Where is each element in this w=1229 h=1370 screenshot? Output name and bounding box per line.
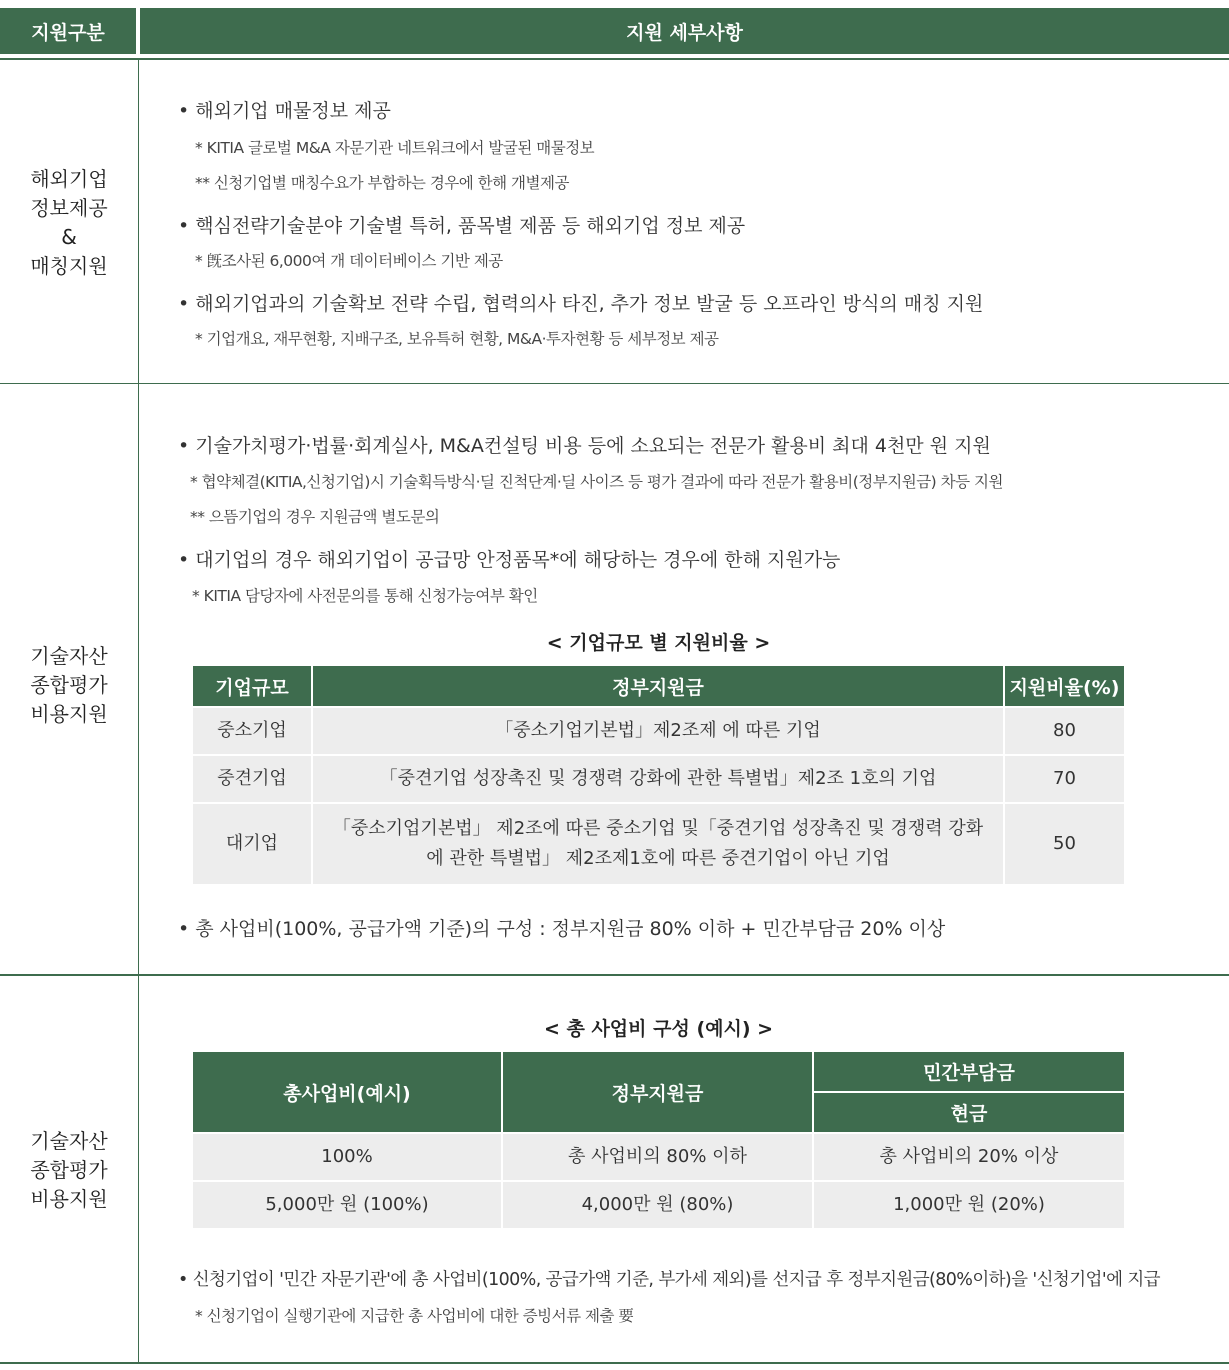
note-item: * 기업개요, 재무현황, 지배구조, 보유특허 현황, M&A·투자현황 등 세부정보 제공 <box>195 330 719 348</box>
section1-category: 해외기업 정보제공 & 매칭지원 <box>30 167 108 278</box>
bullet-item: • 핵심전략기술분야 기술별 특허, 품목별 제품 등 해외기업 정보 제공 <box>178 215 746 237</box>
ratio-table-header: 지원비율(%) <box>1005 666 1124 706</box>
table-cell: 「중소기업기본법」제2조제 에 따른 기업 <box>313 708 1003 754</box>
section2-category: 기술자산 종합평가 비용지원 <box>30 644 108 726</box>
note-item: * 旣조사된 6,000여 개 데이터베이스 기반 제공 <box>195 252 503 270</box>
table-cell: 중견기업 <box>193 756 311 802</box>
ratio-table-header: 기업규모 <box>193 666 311 706</box>
table-cell: 「중견기업 성장촉진 및 경쟁력 강화에 관한 특별법」제2조 1호의 기업 <box>313 756 1003 802</box>
header-category: 지원구분 <box>0 8 136 54</box>
table-cell: 중소기업 <box>193 708 311 754</box>
table-cell: 4,000만 원 (80%) <box>503 1182 812 1228</box>
table-cell: 대기업 <box>193 804 311 884</box>
table-cell: 100% <box>193 1134 501 1180</box>
table-cell: 총 사업비의 20% 이상 <box>814 1134 1124 1180</box>
header-details: 지원 세부사항 <box>140 8 1229 54</box>
table-cell: 1,000만 원 (20%) <box>814 1182 1124 1228</box>
bullet-item: • 신청기업이 '민간 자문기관'에 총 사업비(100%, 공급가액 기준, 부가세 제외)를 선지급 후 정부지원금(80%이하)을 '신청기업'에 지급 <box>178 1270 1160 1290</box>
table-cell: 총 사업비의 80% 이하 <box>503 1134 812 1180</box>
bullet-item: • 해외기업과의 기술확보 전략 수립, 협력의사 타진, 추가 정보 발굴 등 오프라인 방식의 매칭 지원 <box>178 293 984 315</box>
bottom-border <box>0 1362 1229 1364</box>
note-item: * 협약체결(KITIA,신청기업)시 기술획득방식·딜 진척단계·딜 사이즈 등 평가 결과에 따라 전문가 활용비(정부지원금) 차등 지원 <box>190 473 1003 491</box>
table-cell: 50 <box>1005 804 1124 884</box>
bullet-item: • 해외기업 매물정보 제공 <box>178 100 391 122</box>
table-cell: 70 <box>1005 756 1124 802</box>
ratio-table-header: 정부지원금 <box>313 666 1003 706</box>
note-item: ** 으뜸기업의 경우 지원금액 별도문의 <box>190 508 440 526</box>
table-cell: 5,000만 원 (100%) <box>193 1182 501 1228</box>
section-divider <box>0 974 1229 976</box>
note-item: * KITIA 글로벌 M&A 자문기관 네트워크에서 발굴된 매물정보 <box>195 139 595 157</box>
cost-table-header: 민간부담금 <box>814 1052 1124 1091</box>
header-underline <box>0 58 1229 60</box>
cost-table-header: 현금 <box>814 1093 1124 1132</box>
column-divider <box>138 60 139 1364</box>
bullet-item: • 대기업의 경우 해외기업이 공급망 안정품목*에 해당하는 경우에 한해 지원가능 <box>178 549 841 571</box>
note-item: * 신청기업이 실행기관에 지급한 총 사업비에 대한 증빙서류 제출 要 <box>195 1307 634 1325</box>
table-cell: 80 <box>1005 708 1124 754</box>
note-item: * KITIA 담당자에 사전문의를 통해 신청가능여부 확인 <box>192 587 538 605</box>
section-divider <box>0 383 1229 384</box>
bullet-item: • 총 사업비(100%, 공급가액 기준)의 구성 : 정부지원금 80% 이하 + 민간부담금 20% 이상 <box>178 918 946 940</box>
bullet-item: • 기술가치평가·법률·회계실사, M&A컨설팅 비용 등에 소요되는 전문가 활용비 최대 4천만 원 지원 <box>178 435 991 457</box>
table-cell: 「중소기업기본법」 제2조에 따른 중소기업 및「중견기업 성장촉진 및 경쟁력 강화에 관한 특별법」 제2조제1호에 따른 중견기업이 아닌 기업 <box>313 804 1003 884</box>
cost-table-title: < 총 사업비 구성 (예시) > <box>543 1018 774 1040</box>
section3-category: 기술자산 종합평가 비용지원 <box>30 1129 108 1211</box>
cost-table-header: 정부지원금 <box>503 1052 812 1132</box>
note-item: ** 신청기업별 매칭수요가 부합하는 경우에 한해 개별제공 <box>195 174 569 192</box>
ratio-table-title: < 기업규모 별 지원비율 > <box>546 632 771 654</box>
cost-table-header: 총사업비(예시) <box>193 1052 501 1132</box>
